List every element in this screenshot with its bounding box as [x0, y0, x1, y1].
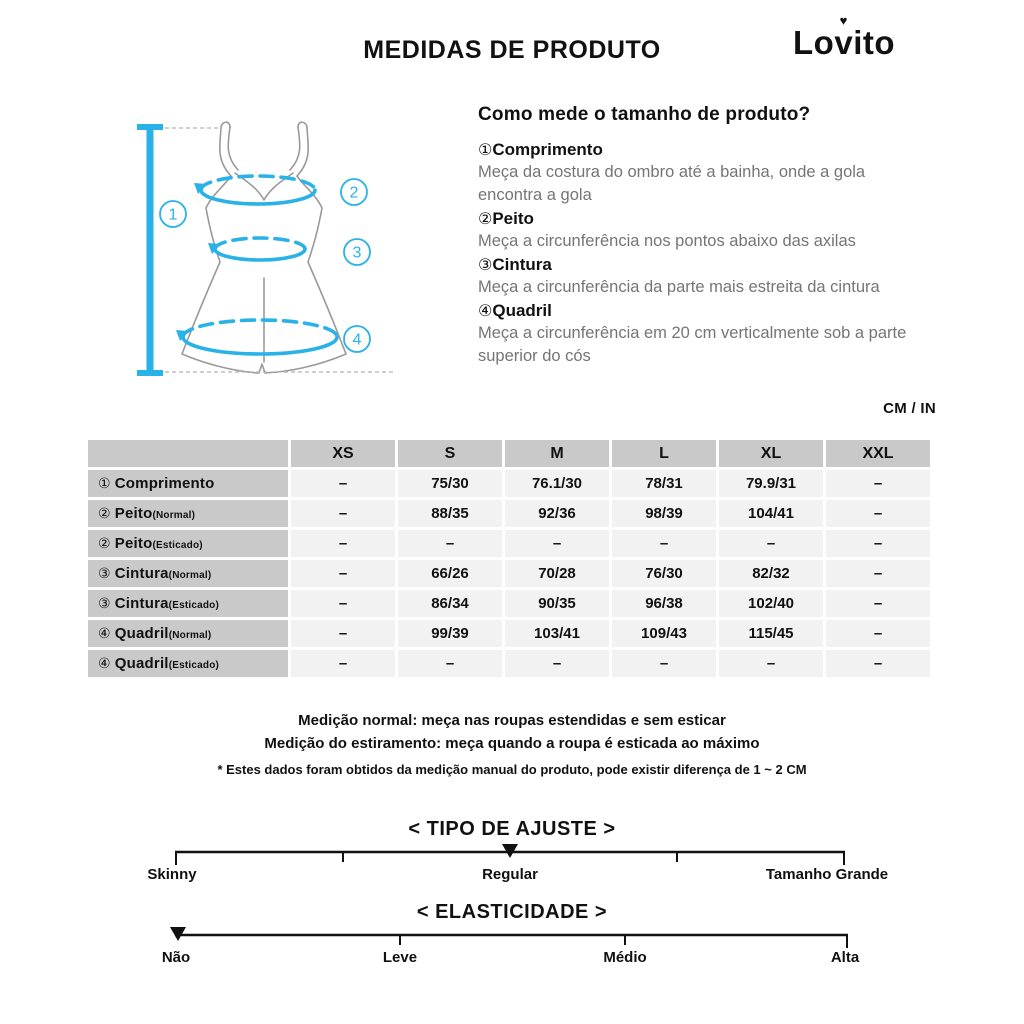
circled-number-icon: ④: [98, 626, 111, 642]
size-value-cell: 78/31: [612, 470, 716, 497]
waist-measure-tape: [208, 238, 305, 260]
measure-item-label: [478, 299, 930, 322]
fit-scale: [140, 844, 900, 868]
fit-scale-labels: [140, 866, 900, 886]
fit-label-tamanho-grande: Tamanho Grande: [765, 866, 889, 883]
elasticity-scale-title: < ELASTICIDADE >: [416, 901, 608, 923]
garment-outline-drawing: [182, 122, 346, 373]
how-to-measure-heading: Como mede o tamanho de produto?: [478, 104, 811, 125]
size-value-cell: 104/41: [719, 500, 823, 527]
size-value-cell: –: [291, 650, 395, 677]
size-table-row: [88, 650, 930, 677]
size-value-cell: –: [505, 650, 609, 677]
page-title: MEDIDAS DE PRODUTO: [363, 36, 661, 64]
size-value-cell: 75/30: [398, 470, 502, 497]
row-header: [88, 500, 288, 527]
size-value-cell: 109/43: [612, 620, 716, 647]
row-header-name: Peito: [114, 505, 153, 522]
row-header: [88, 620, 288, 647]
size-value-cell: –: [291, 500, 395, 527]
size-table-corner-cell: [88, 440, 288, 467]
row-header-qualifier: (Normal): [152, 510, 196, 521]
fit-scale-title: < TIPO DE AJUSTE >: [408, 818, 616, 840]
callout-badge-2: [341, 179, 367, 205]
row-header-name: Cintura: [114, 565, 169, 582]
svg-text:2: 2: [349, 184, 359, 202]
size-value-cell: 115/45: [719, 620, 823, 647]
how-to-measure-list: [478, 138, 930, 368]
size-value-cell: –: [398, 650, 502, 677]
size-value-cell: 66/26: [398, 560, 502, 587]
brand-logo-v: v ♥: [834, 13, 854, 61]
units-label: CM / IN: [883, 400, 936, 417]
row-header-qualifier: (Esticado): [168, 600, 220, 611]
size-value-cell: –: [826, 500, 930, 527]
callout-badge-1: [160, 201, 186, 227]
measure-item-name: Comprimento: [492, 140, 603, 159]
callout-badge-3: [344, 239, 370, 265]
size-table-row: [88, 620, 930, 647]
size-column-header-xl: XL: [719, 440, 823, 467]
measure-item-label: [478, 253, 930, 276]
size-value-cell: –: [291, 590, 395, 617]
chest-measure-tape: [194, 176, 315, 204]
row-header-qualifier: (Esticado): [152, 540, 203, 551]
measure-item-description: Meça a circunferência nos pontos abaixo das axilas: [478, 232, 856, 250]
how-to-measure-section: [478, 104, 930, 368]
size-value-cell: –: [826, 590, 930, 617]
note-stretch-measure: Medição do estiramento: meça quando a roupa é esticada ao máximo: [264, 735, 760, 752]
hip-measure-tape: [176, 320, 337, 354]
size-column-header-xs: XS: [291, 440, 395, 467]
row-header-qualifier: (Esticado): [168, 660, 220, 671]
svg-text:4: 4: [352, 331, 362, 349]
size-table-row: [88, 560, 930, 587]
measure-item-description: Meça a circunferência da parte mais estreita da cintura: [478, 278, 880, 296]
size-value-cell: 103/41: [505, 620, 609, 647]
garment-measurement-diagram: [128, 116, 428, 394]
size-value-cell: –: [826, 620, 930, 647]
fit-label-regular: Regular: [482, 866, 538, 883]
measure-item-label: [478, 207, 930, 230]
circled-number-icon: ③: [98, 566, 111, 582]
circled-number-icon: ②: [98, 506, 111, 522]
elasticity-label-nao: Não: [161, 949, 191, 966]
brand-logo-ito: ito: [853, 24, 896, 61]
note-tolerance: * Estes dados foram obtidos da medição manual do produto, pode existir diferença de 1 ~ 2 CM: [217, 762, 807, 777]
size-value-cell: –: [612, 530, 716, 557]
size-value-cell: –: [826, 560, 930, 587]
row-header-name: Comprimento: [114, 475, 215, 492]
size-column-header-m: M: [505, 440, 609, 467]
size-column-header-s: S: [398, 440, 502, 467]
size-table-row: [88, 470, 930, 497]
elasticity-scale-labels: [140, 949, 900, 969]
circled-number-icon: ④: [478, 301, 493, 320]
size-value-cell: 92/36: [505, 500, 609, 527]
fit-label-skinny: Skinny: [147, 866, 197, 883]
size-value-cell: –: [826, 530, 930, 557]
row-header-qualifier: (Normal): [168, 630, 212, 641]
row-header-name: Peito: [114, 535, 153, 552]
heart-icon: ♥: [839, 13, 848, 28]
row-header-name: Cintura: [114, 595, 169, 612]
svg-text:3: 3: [352, 244, 362, 262]
size-value-cell: 98/39: [612, 500, 716, 527]
size-value-cell: 76/30: [612, 560, 716, 587]
size-value-cell: 86/34: [398, 590, 502, 617]
row-header-name: Quadril: [114, 625, 169, 642]
circled-number-icon: ④: [98, 656, 111, 672]
size-value-cell: 99/39: [398, 620, 502, 647]
size-value-cell: –: [826, 650, 930, 677]
note-normal-measure: Medição normal: meça nas roupas estendidas e sem esticar: [298, 712, 726, 729]
circled-number-icon: ①: [478, 140, 493, 159]
size-value-cell: 96/38: [612, 590, 716, 617]
circled-number-icon: ②: [98, 536, 111, 552]
elasticity-label-alta: Alta: [830, 949, 860, 966]
measure-item-name: Quadril: [492, 301, 552, 320]
elasticity-scale: [140, 927, 900, 951]
size-value-cell: –: [291, 470, 395, 497]
size-value-cell: 90/35: [505, 590, 609, 617]
size-column-header-xxl: XXL: [826, 440, 930, 467]
size-value-cell: –: [291, 530, 395, 557]
size-value-cell: –: [398, 530, 502, 557]
circled-number-icon: ③: [98, 596, 111, 612]
measure-item-description: Meça a circunferência em 20 cm verticalmente sob a parte superior do cós: [478, 324, 907, 365]
row-header: [88, 560, 288, 587]
size-value-cell: –: [612, 650, 716, 677]
row-header: [88, 590, 288, 617]
elasticity-label-leve: Leve: [382, 949, 418, 966]
row-header: [88, 530, 288, 557]
size-table-row: [88, 590, 930, 617]
size-value-cell: –: [291, 560, 395, 587]
elasticity-label-medio: Médio: [603, 949, 647, 966]
size-value-cell: 82/32: [719, 560, 823, 587]
size-table-row: [88, 500, 930, 527]
size-value-cell: 88/35: [398, 500, 502, 527]
size-value-cell: 76.1/30: [505, 470, 609, 497]
size-value-cell: –: [505, 530, 609, 557]
measure-item-description: Meça da costura do ombro até a bainha, onde a gola encontra a gola: [478, 163, 866, 204]
row-header-qualifier: (Normal): [168, 570, 212, 581]
callout-badge-4: [344, 326, 370, 352]
size-value-cell: 102/40: [719, 590, 823, 617]
svg-text:1: 1: [168, 206, 178, 224]
row-header: [88, 470, 288, 497]
size-column-header-l: L: [612, 440, 716, 467]
size-value-cell: –: [826, 470, 930, 497]
brand-logo-lo: Lo: [793, 24, 835, 61]
size-table: [85, 437, 933, 680]
brand-logo: [793, 13, 896, 62]
size-value-cell: –: [291, 620, 395, 647]
row-header-name: Quadril: [114, 655, 169, 672]
row-header: [88, 650, 288, 677]
size-value-cell: 79.9/31: [719, 470, 823, 497]
measure-item-name: Cintura: [492, 255, 552, 274]
circled-number-icon: ③: [478, 255, 493, 274]
size-value-cell: –: [719, 530, 823, 557]
circled-number-icon: ②: [478, 209, 493, 228]
size-table-row: [88, 530, 930, 557]
size-value-cell: 70/28: [505, 560, 609, 587]
size-value-cell: –: [719, 650, 823, 677]
measure-item-name: Peito: [492, 209, 534, 228]
circled-number-icon: ①: [98, 476, 111, 492]
measure-item-label: [478, 138, 930, 161]
